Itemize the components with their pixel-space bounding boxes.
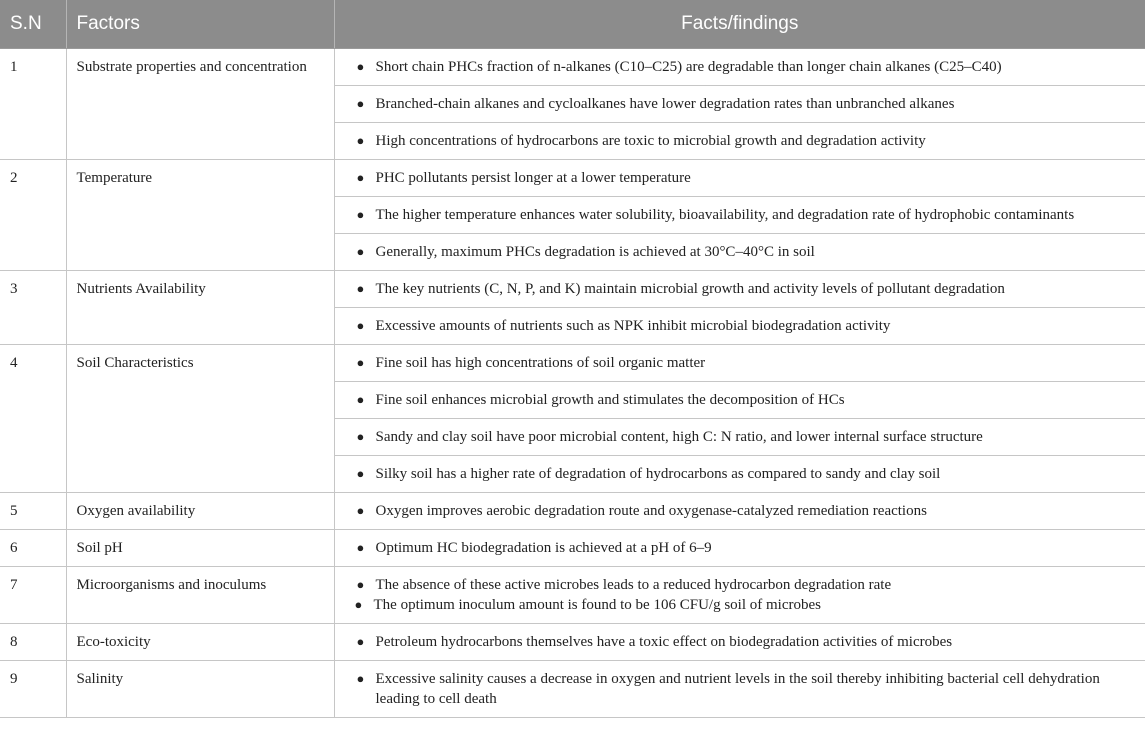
findings-cell: [334, 493, 1145, 530]
finding-text: The key nutrients (C, N, P, and K) maintain microbial growth and activity levels of pollutant degradation: [375, 281, 1005, 297]
finding-item: [335, 381, 1145, 418]
bullet-icon: ●: [356, 466, 365, 481]
finding-item: [335, 307, 1145, 344]
bullet-icon: ●: [356, 59, 365, 74]
row-factor: Substrate properties and concentration: [66, 49, 334, 160]
table-row: [0, 567, 1145, 624]
finding-item: [335, 595, 1145, 623]
bullet-icon: ●: [354, 597, 363, 612]
row-number: 4: [0, 345, 66, 493]
bullet-icon: ●: [356, 281, 365, 296]
finding-text: Silky soil has a higher rate of degradation of hydrocarbons as compared to sandy and clay soil: [375, 466, 941, 482]
finding-text: Branched-chain alkanes and cycloalkanes have lower degradation rates than unbranched alkanes: [375, 96, 955, 112]
findings-cell: [334, 271, 1145, 345]
finding-text: Optimum HC biodegradation is achieved at a pH of 6–9: [375, 540, 712, 556]
header-factors: Factors: [66, 0, 334, 49]
row-factor: Temperature: [66, 160, 334, 271]
findings-cell: [334, 345, 1145, 493]
bullet-icon: ●: [356, 540, 365, 555]
finding-item: [335, 49, 1145, 85]
bullet-icon: ●: [356, 170, 365, 185]
finding-item: [335, 85, 1145, 122]
table-row: [0, 493, 1145, 530]
finding-item: [335, 160, 1145, 196]
row-factor: Microorganisms and inoculums: [66, 567, 334, 624]
bullet-icon: ●: [356, 244, 365, 259]
finding-item: [335, 455, 1145, 492]
finding-item: [335, 345, 1145, 381]
row-factor: Nutrients Availability: [66, 271, 334, 345]
table-row: [0, 624, 1145, 661]
row-number: 6: [0, 530, 66, 567]
bullet-icon: ●: [356, 96, 365, 111]
finding-text: Fine soil has high concentrations of soil organic matter: [375, 355, 706, 371]
row-factor: Oxygen availability: [66, 493, 334, 530]
finding-item: [335, 418, 1145, 455]
row-factor: Soil Characteristics: [66, 345, 334, 493]
table-row: [0, 661, 1145, 718]
finding-item: [335, 530, 1145, 566]
bullet-icon: ●: [356, 671, 365, 686]
finding-text: Excessive amounts of nutrients such as NPK inhibit microbial biodegradation activity: [375, 318, 891, 334]
findings-cell: [334, 624, 1145, 661]
row-factor: Salinity: [66, 661, 334, 718]
finding-item: [335, 196, 1145, 233]
header-sn: S.N: [0, 0, 66, 49]
table-row: [0, 271, 1145, 345]
finding-text: Generally, maximum PHCs degradation is achieved at 30°C–40°C in soil: [375, 244, 815, 260]
bullet-icon: ●: [356, 429, 365, 444]
finding-item: [335, 624, 1145, 660]
row-number: 7: [0, 567, 66, 624]
row-factor: Eco-toxicity: [66, 624, 334, 661]
row-number: 1: [0, 49, 66, 160]
finding-text: The higher temperature enhances water solubility, bioavailability, and degradation rate of hydrophobic contaminants: [375, 207, 1075, 223]
header-row: [0, 0, 1145, 49]
findings-cell: [334, 567, 1145, 624]
finding-item: [335, 567, 1145, 595]
row-number: 2: [0, 160, 66, 271]
bullet-icon: ●: [356, 503, 365, 518]
row-number: 5: [0, 493, 66, 530]
bullet-icon: ●: [356, 634, 365, 649]
finding-item: [335, 493, 1145, 529]
finding-text: High concentrations of hydrocarbons are toxic to microbial growth and degradation activity: [375, 133, 926, 149]
finding-item: [335, 661, 1145, 717]
header-findings: Facts/findings: [334, 0, 1145, 49]
bullet-icon: ●: [356, 355, 365, 370]
finding-text: Sandy and clay soil have poor microbial content, high C: N ratio, and lower internal surface structure: [375, 429, 983, 445]
findings-cell: [334, 160, 1145, 271]
bullet-icon: ●: [356, 133, 365, 148]
finding-text: Oxygen improves aerobic degradation route and oxygenase-catalyzed remediation reactions: [375, 503, 927, 519]
finding-item: [335, 122, 1145, 159]
table-row: [0, 345, 1145, 493]
finding-text: Fine soil enhances microbial growth and stimulates the decomposition of HCs: [375, 392, 845, 408]
bullet-icon: ●: [356, 318, 365, 333]
findings-cell: [334, 661, 1145, 718]
findings-cell: [334, 530, 1145, 567]
finding-item: [335, 233, 1145, 270]
finding-text: Short chain PHCs fraction of n-alkanes (C10–C25) are degradable than longer chain alkanes (C25–C40): [375, 59, 1002, 75]
finding-text: The optimum inoculum amount is found to be 106 CFU/g soil of microbes: [373, 597, 821, 613]
finding-text: Petroleum hydrocarbons themselves have a toxic effect on biodegradation activities of microbes: [375, 634, 953, 650]
findings-cell: [334, 49, 1145, 160]
table-row: [0, 530, 1145, 567]
table-row: [0, 160, 1145, 271]
finding-item: [335, 271, 1145, 307]
row-number: 3: [0, 271, 66, 345]
table-row: [0, 49, 1145, 160]
row-number: 9: [0, 661, 66, 718]
finding-text: The absence of these active microbes leads to a reduced hydrocarbon degradation rate: [375, 577, 892, 593]
bullet-icon: ●: [356, 207, 365, 222]
finding-text: PHC pollutants persist longer at a lower temperature: [375, 170, 691, 186]
finding-text: Excessive salinity causes a decrease in oxygen and nutrient levels in the soil thereby inhibiting bacterial cell dehydration leading to cell death: [375, 671, 1100, 707]
row-factor: Soil pH: [66, 530, 334, 567]
row-number: 8: [0, 624, 66, 661]
bullet-icon: ●: [356, 577, 365, 592]
bullet-icon: ●: [356, 392, 365, 407]
